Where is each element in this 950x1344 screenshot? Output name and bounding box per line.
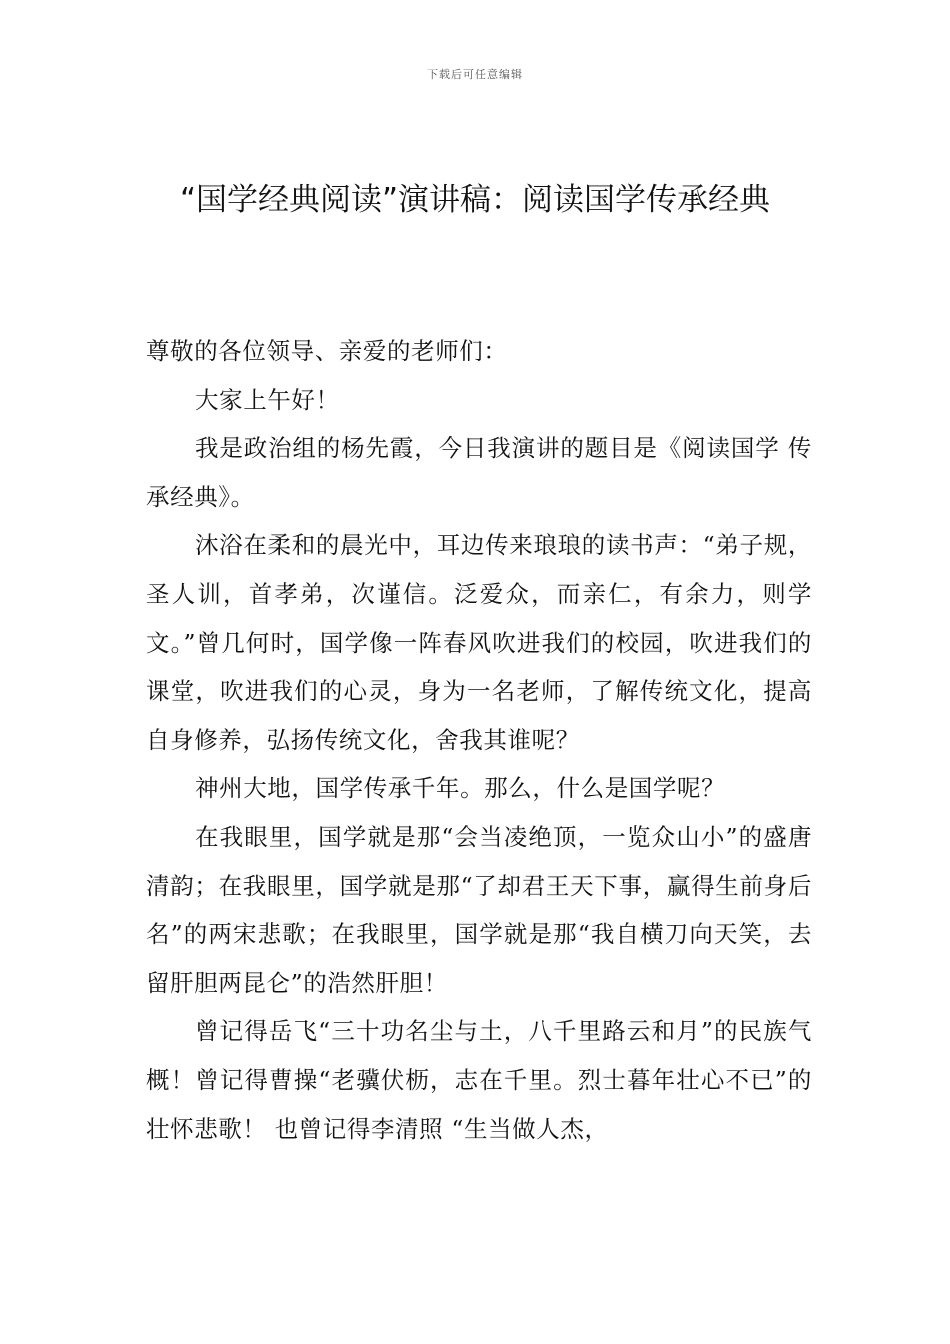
document-body	[146, 327, 812, 1153]
header-note: 下载后可任意编辑	[427, 68, 523, 81]
paragraph-greeting: 大家上午好！	[195, 385, 340, 414]
paragraph-in-my-eyes: 在我眼里，国学就是那“会当凌绝顶，一览众山小”的盛唐清韵；在我眼里，国学就是那“了却君王天下事，赢得生前身后名”的两宋悲歌；在我眼里，国学就是那“我自横刀向天笑，去留肝胆两昆仑”的浩然肝胆！	[146, 822, 812, 997]
paragraph-introduction: 我是政治组的杨先霞，今日我演讲的题目是《阅读国学 传承经典》。	[146, 434, 812, 511]
paragraph-morning-reading: 沐浴在柔和的晨光中，耳边传来琅琅的读书声：“弟子规，圣人训，首孝弟，次谨信。泛爱众，而亲仁，有余力，则学文。”曾几何时，国学像一阵春风吹进我们的校园，吹进我们的课堂，吹进我们的心灵，身为一名老师，了解传统文化，提高自身修养，弘扬传统文化，舍我其谁呢？	[146, 531, 812, 754]
salutation: 尊敬的各位领导、亲爱的老师们：	[146, 337, 508, 365]
paragraph-remembering: 曾记得岳飞“三十功名尘与土，八千里路云和月”的民族气概！曾记得曹操“老骥伏枥，志在千里。烈士暮年壮心不已”的壮怀悲歌！ 也曾记得李清照 “生当做人杰，	[146, 1017, 812, 1143]
paragraph-question: 神州大地，国学传承千年。那么，什么是国学呢？	[195, 774, 726, 803]
document-title: “国学经典阅读”演讲稿：阅读国学传承经典	[179, 182, 771, 218]
